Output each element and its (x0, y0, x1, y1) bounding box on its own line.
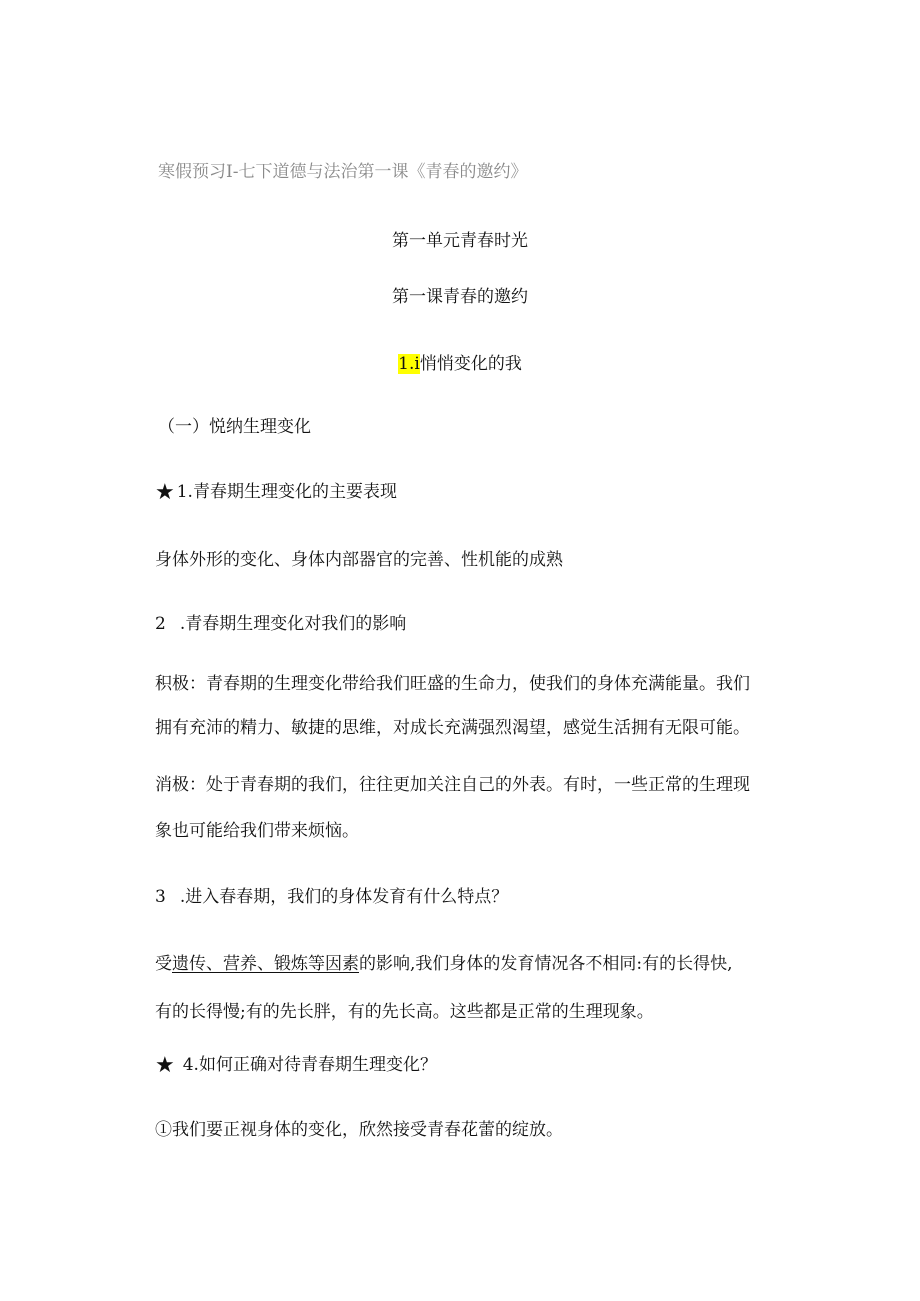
answer-3-underlined: 遗传、营养、锻炼等因素 (172, 954, 359, 974)
answer-3-line-2: 有的长得慢;有的先长胖，有的先长高。这些都是正常的生理现象。 (155, 1002, 654, 1022)
section-title: 悄悄变化的我 (419, 354, 522, 374)
question-1 (155, 480, 397, 505)
section-heading (0, 352, 920, 376)
answer-4-item-1: ①我们要正视身体的变化，欣然接受青春花蕾的绽放。 (155, 1120, 563, 1140)
document-header: 寒假预习I-七下道德与法治第一课《青春的邀约》 (158, 162, 528, 182)
answer-2-positive-line-1: 积极：青春期的生理变化带给我们旺盛的生命力，使我们的身体充满能量。我们 (155, 674, 750, 694)
question-3-number: 3 (155, 887, 166, 907)
answer-3-suffix: 的影响,我们身体的发育情况各不相同:有的长得快, (359, 954, 733, 974)
section-number: 1.i (398, 354, 420, 374)
answer-1: 身体外形的变化、身体内部器官的完善、性机能的成熟 (155, 550, 563, 570)
question-2-text: .青春期生理变化对我们的影响 (179, 614, 407, 634)
unit-title: 第一单元青春时光 (392, 231, 528, 251)
lesson-title: 第一课青春的邀约 (392, 287, 528, 307)
question-4-text: 4.如何正确对待青春期生理变化？ (182, 1055, 437, 1075)
question-3-text: .进入春春期，我们的身体发育有什么特点？ (179, 887, 509, 907)
answer-2-negative-line-1: 消极：处于青春期的我们，往往更加关注自己的外表。有时，一些正常的生理现 (155, 775, 750, 795)
question-4 (155, 1053, 437, 1078)
question-1-text: 1.青春期生理变化的主要表现 (176, 482, 397, 502)
question-2-number: 2 (155, 614, 166, 634)
answer-3-line-1 (155, 952, 733, 976)
answer-2-negative-line-2: 象也可能给我们带来烦恼。 (155, 821, 359, 841)
answer-3-prefix: 受 (155, 954, 172, 974)
question-2 (155, 612, 406, 636)
star-icon: ★ (155, 1053, 175, 1078)
question-3 (155, 885, 508, 909)
subsection-heading: （一）悦纳生理变化 (158, 417, 311, 437)
answer-2-positive-line-2: 拥有充沛的精力、敏捷的思维，对成长充满强烈渴望，感觉生活拥有无限可能。 (155, 718, 750, 738)
star-icon: ★ (155, 480, 175, 505)
